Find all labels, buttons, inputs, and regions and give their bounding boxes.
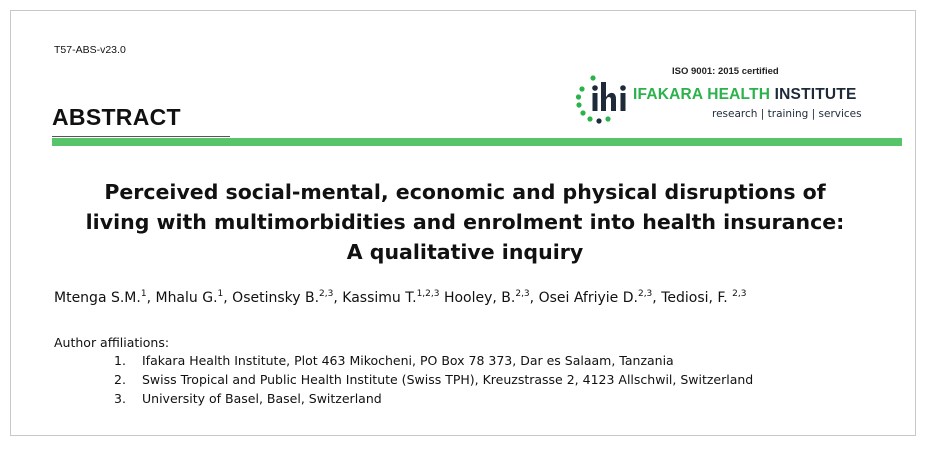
author-name: Mtenga S.M. xyxy=(54,290,141,306)
title-line: living with multimorbidities and enrolment into health insurance: xyxy=(85,210,845,234)
document-code: T57-ABS-v23.0 xyxy=(54,44,126,56)
affiliation-item xyxy=(114,351,753,370)
author-name: Hooley, B. xyxy=(443,290,516,306)
author-affiliation-ref: 2,3 xyxy=(319,289,334,299)
logo-name-part3: INSTITUTE xyxy=(770,86,857,103)
author-name: Kassimu T. xyxy=(342,290,417,306)
logo-name-part1: IFAKARA xyxy=(633,86,708,103)
ihi-logo-mark-icon xyxy=(573,74,631,126)
author-separator: , xyxy=(223,290,233,306)
author-separator: , xyxy=(333,290,343,306)
heading-underline xyxy=(52,136,230,137)
logo-institute-name xyxy=(633,86,857,104)
affiliation-number: 2. xyxy=(114,372,126,387)
title-line: A qualitative inquiry xyxy=(346,240,584,264)
author-affiliation-ref: 2,3 xyxy=(637,289,653,299)
affiliation-item xyxy=(114,370,753,389)
affiliations-list xyxy=(114,351,753,408)
accent-divider xyxy=(52,138,902,146)
author-list xyxy=(54,290,746,306)
author-affiliation-ref: 1 xyxy=(217,289,224,299)
affiliation-number: 3. xyxy=(114,391,126,406)
ifakara-logo xyxy=(573,74,883,126)
author-separator: , xyxy=(652,290,662,306)
author-affiliation-ref: 1 xyxy=(140,289,147,299)
author-name: Osei Afriyie D. xyxy=(538,290,638,306)
author-separator: , xyxy=(146,290,156,306)
paper-title xyxy=(40,177,890,267)
author-name: Tediosi, F. xyxy=(661,290,733,306)
iso-certification: ISO 9001: 2015 certified xyxy=(672,66,779,77)
title-line: Perceived social-mental, economic and physical disruptions of xyxy=(104,180,826,204)
author-affiliation-ref: 1,2,3 xyxy=(416,289,440,299)
author-name: Mhalu G. xyxy=(155,290,218,306)
affiliation-number: 1. xyxy=(114,353,126,368)
author-separator: , xyxy=(529,290,539,306)
affiliation-text: University of Basel, Basel, Switzerland xyxy=(142,391,382,406)
affiliations-label: Author affiliations: xyxy=(54,335,170,350)
author-name: Osetinsky B. xyxy=(232,290,320,306)
section-heading: ABSTRACT xyxy=(52,104,181,130)
affiliation-text: Ifakara Health Institute, Plot 463 Mikocheni, PO Box 78 373, Dar es Salaam, Tanzania xyxy=(142,353,674,368)
author-affiliation-ref: 2,3 xyxy=(732,289,747,299)
author-affiliation-ref: 2,3 xyxy=(515,289,530,299)
affiliation-text: Swiss Tropical and Public Health Institute (Swiss TPH), Kreuzstrasse 2, 4123 Allschwil, Switzerland xyxy=(142,372,754,387)
affiliation-item xyxy=(114,389,753,408)
logo-tagline: research | training | services xyxy=(712,108,862,120)
logo-name-part2: HEALTH xyxy=(707,86,771,103)
